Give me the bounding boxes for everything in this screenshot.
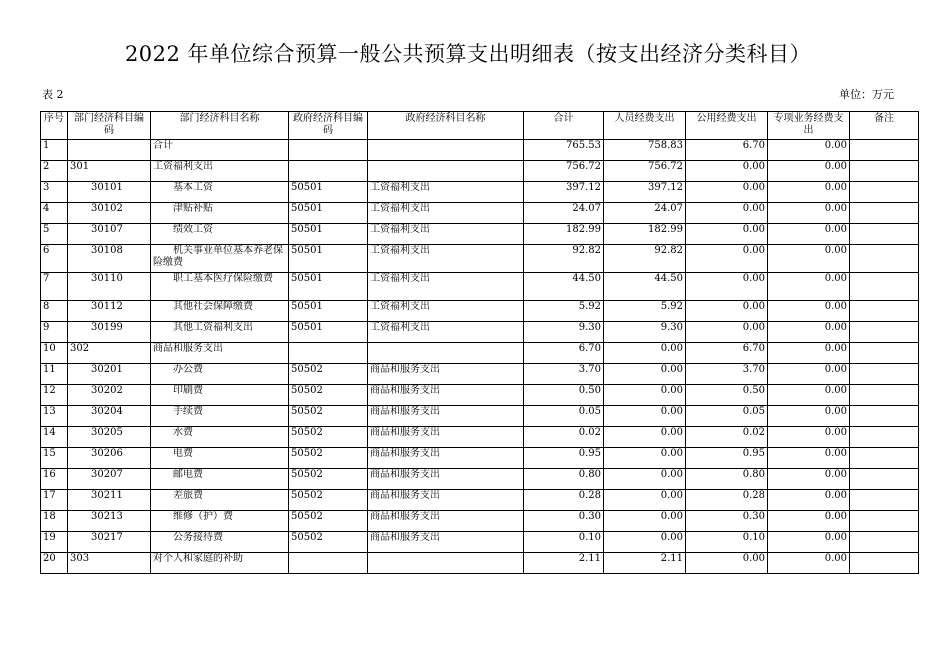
seq-cell: 14 [41,427,68,448]
note-cell [850,385,919,406]
special-cell: 0.00 [768,385,850,406]
note-cell [850,203,919,224]
special-cell: 0.00 [768,511,850,532]
dept-name-cell: 工资福利支出 [151,161,289,182]
public-cell: 0.00 [686,322,768,343]
personnel-cell: 0.00 [604,364,686,385]
table-row [41,427,919,448]
special-cell: 0.00 [768,161,850,182]
dept-name-cell: 基本工资 [151,182,289,203]
header-gov-name: 政府经济科目名称 [368,112,524,140]
note-cell [850,301,919,322]
seq-cell: 5 [41,224,68,245]
gov-name-cell [368,161,524,182]
public-cell: 6.70 [686,140,768,161]
seq-cell: 11 [41,364,68,385]
dept-code-cell: 30217 [68,532,151,553]
note-cell [850,448,919,469]
public-cell: 0.02 [686,427,768,448]
gov-code-cell: 50502 [289,448,368,469]
dept-name-cell: 办公费 [151,364,289,385]
unit-label: 单位：万元 [839,88,894,101]
dept-name-cell: 水费 [151,427,289,448]
dept-code-cell: 30207 [68,469,151,490]
gov-code-cell: 50501 [289,273,368,301]
note-cell [850,364,919,385]
seq-cell: 16 [41,469,68,490]
table-row [41,301,919,322]
gov-name-cell: 商品和服务支出 [368,448,524,469]
gov-name-cell: 商品和服务支出 [368,532,524,553]
note-cell [850,469,919,490]
special-cell: 0.00 [768,182,850,203]
public-cell: 0.00 [686,245,768,273]
dept-code-cell: 302 [68,343,151,364]
public-cell: 0.80 [686,469,768,490]
note-cell [850,182,919,203]
table-row [41,406,919,427]
seq-cell: 15 [41,448,68,469]
dept-name-cell: 维修（护）费 [151,511,289,532]
total-cell: 0.28 [524,490,604,511]
total-cell: 0.50 [524,385,604,406]
public-cell: 0.95 [686,448,768,469]
total-cell: 92.82 [524,245,604,273]
note-cell [850,553,919,574]
special-cell: 0.00 [768,532,850,553]
dept-code-cell: 30205 [68,427,151,448]
seq-cell: 9 [41,322,68,343]
public-cell: 0.50 [686,385,768,406]
personnel-cell: 92.82 [604,245,686,273]
public-cell: 0.28 [686,490,768,511]
gov-name-cell: 工资福利支出 [368,182,524,203]
special-cell: 0.00 [768,322,850,343]
note-cell [850,140,919,161]
table-header-row [41,112,919,140]
public-cell: 6.70 [686,343,768,364]
gov-code-cell: 50502 [289,490,368,511]
gov-code-cell: 50501 [289,224,368,245]
dept-code-cell: 30102 [68,203,151,224]
special-cell: 0.00 [768,140,850,161]
total-cell: 9.30 [524,322,604,343]
table-row [41,224,919,245]
header-special: 专项业务经费支出 [768,112,850,140]
table-row [41,532,919,553]
personnel-cell: 24.07 [604,203,686,224]
public-cell: 0.05 [686,406,768,427]
gov-name-cell: 商品和服务支出 [368,511,524,532]
table-row [41,385,919,406]
gov-code-cell: 50501 [289,203,368,224]
dept-code-cell: 30211 [68,490,151,511]
seq-cell: 7 [41,273,68,301]
dept-code-cell: 30202 [68,385,151,406]
dept-name-cell: 其他社会保障缴费 [151,301,289,322]
dept-code-cell: 30213 [68,511,151,532]
header-public: 公用经费支出 [686,112,768,140]
total-cell: 44.50 [524,273,604,301]
personnel-cell: 5.92 [604,301,686,322]
gov-code-cell: 50501 [289,182,368,203]
dept-name-cell: 合计 [151,140,289,161]
dept-name-cell: 电费 [151,448,289,469]
special-cell: 0.00 [768,448,850,469]
gov-code-cell: 50501 [289,322,368,343]
note-cell [850,427,919,448]
note-cell [850,406,919,427]
seq-cell: 6 [41,245,68,273]
gov-name-cell [368,343,524,364]
special-cell: 0.00 [768,406,850,427]
gov-code-cell [289,161,368,182]
note-cell [850,343,919,364]
note-cell [850,490,919,511]
dept-code-cell: 30110 [68,273,151,301]
dept-code-cell: 301 [68,161,151,182]
header-seq: 序号 [41,112,68,140]
total-cell: 24.07 [524,203,604,224]
gov-name-cell: 商品和服务支出 [368,385,524,406]
public-cell: 0.00 [686,301,768,322]
note-cell [850,511,919,532]
personnel-cell: 0.00 [604,511,686,532]
table-row [41,322,919,343]
seq-cell: 19 [41,532,68,553]
gov-name-cell [368,553,524,574]
gov-name-cell: 工资福利支出 [368,322,524,343]
public-cell: 0.00 [686,182,768,203]
seq-cell: 12 [41,385,68,406]
dept-name-cell: 绩效工资 [151,224,289,245]
public-cell: 0.30 [686,511,768,532]
special-cell: 0.00 [768,245,850,273]
dept-code-cell: 30108 [68,245,151,273]
gov-name-cell: 商品和服务支出 [368,469,524,490]
public-cell: 0.00 [686,273,768,301]
gov-name-cell: 工资福利支出 [368,245,524,273]
dept-code-cell: 30204 [68,406,151,427]
special-cell: 0.00 [768,490,850,511]
special-cell: 0.00 [768,203,850,224]
seq-cell: 13 [41,406,68,427]
table-row [41,273,919,301]
public-cell: 3.70 [686,364,768,385]
gov-code-cell [289,553,368,574]
note-cell [850,245,919,273]
public-cell: 0.10 [686,532,768,553]
dept-code-cell: 30206 [68,448,151,469]
personnel-cell: 0.00 [604,427,686,448]
gov-name-cell: 商品和服务支出 [368,490,524,511]
personnel-cell: 0.00 [604,406,686,427]
dept-name-cell: 商品和服务支出 [151,343,289,364]
special-cell: 0.00 [768,224,850,245]
special-cell: 0.00 [768,427,850,448]
seq-cell: 18 [41,511,68,532]
dept-code-cell: 30199 [68,322,151,343]
total-cell: 0.95 [524,448,604,469]
dept-name-cell: 手续费 [151,406,289,427]
gov-code-cell [289,343,368,364]
dept-code-cell [68,140,151,161]
table-row [41,182,919,203]
personnel-cell: 0.00 [604,448,686,469]
gov-name-cell: 工资福利支出 [368,273,524,301]
seq-cell: 2 [41,161,68,182]
special-cell: 0.00 [768,273,850,301]
seq-cell: 8 [41,301,68,322]
public-cell: 0.00 [686,203,768,224]
seq-cell: 10 [41,343,68,364]
personnel-cell: 0.00 [604,469,686,490]
special-cell: 0.00 [768,364,850,385]
personnel-cell: 0.00 [604,343,686,364]
table-row [41,511,919,532]
header-gov-code: 政府经济科目编码 [289,112,368,140]
dept-code-cell: 30101 [68,182,151,203]
dept-name-cell: 其他工资福利支出 [151,322,289,343]
gov-code-cell: 50501 [289,245,368,273]
gov-name-cell: 工资福利支出 [368,301,524,322]
dept-code-cell: 30112 [68,301,151,322]
table-row [41,448,919,469]
dept-code-cell: 30201 [68,364,151,385]
dept-code-cell: 303 [68,553,151,574]
gov-code-cell: 50502 [289,427,368,448]
total-cell: 0.02 [524,427,604,448]
total-cell: 0.30 [524,511,604,532]
personnel-cell: 756.72 [604,161,686,182]
gov-code-cell: 50502 [289,469,368,490]
public-cell: 0.00 [686,161,768,182]
gov-name-cell: 工资福利支出 [368,203,524,224]
personnel-cell: 44.50 [604,273,686,301]
special-cell: 0.00 [768,343,850,364]
dept-name-cell: 机关事业单位基本养老保险缴费 [151,245,289,273]
special-cell: 0.00 [768,301,850,322]
note-cell [850,161,919,182]
personnel-cell: 397.12 [604,182,686,203]
total-cell: 0.80 [524,469,604,490]
dept-name-cell: 差旅费 [151,490,289,511]
table-row [41,140,919,161]
total-cell: 765.53 [524,140,604,161]
table-number: 表 2 [42,88,64,101]
header-personnel: 人员经费支出 [604,112,686,140]
dept-name-cell: 津贴补贴 [151,203,289,224]
personnel-cell: 2.11 [604,553,686,574]
personnel-cell: 0.00 [604,532,686,553]
special-cell: 0.00 [768,553,850,574]
gov-code-cell: 50502 [289,364,368,385]
total-cell: 756.72 [524,161,604,182]
personnel-cell: 182.99 [604,224,686,245]
table-row [41,490,919,511]
gov-code-cell: 50502 [289,406,368,427]
dept-name-cell: 公务接待费 [151,532,289,553]
public-cell: 0.00 [686,553,768,574]
table-row [41,245,919,273]
gov-name-cell: 商品和服务支出 [368,427,524,448]
total-cell: 182.99 [524,224,604,245]
gov-name-cell: 工资福利支出 [368,224,524,245]
gov-code-cell: 50501 [289,301,368,322]
personnel-cell: 0.00 [604,490,686,511]
special-cell: 0.00 [768,469,850,490]
dept-name-cell: 对个人和家庭的补助 [151,553,289,574]
table-row [41,469,919,490]
table-row [41,364,919,385]
table-row [41,161,919,182]
table-row [41,343,919,364]
note-cell [850,532,919,553]
personnel-cell: 0.00 [604,385,686,406]
gov-code-cell [289,140,368,161]
header-dept-name: 部门经济科目名称 [151,112,289,140]
dept-name-cell: 邮电费 [151,469,289,490]
page-title: 2022 年单位综合预算一般公共预算支出明细表（按支出经济分类科目） [124,42,812,66]
total-cell: 5.92 [524,301,604,322]
table-row [41,203,919,224]
gov-name-cell: 商品和服务支出 [368,406,524,427]
total-cell: 3.70 [524,364,604,385]
gov-name-cell [368,140,524,161]
seq-cell: 20 [41,553,68,574]
note-cell [850,273,919,301]
dept-code-cell: 30107 [68,224,151,245]
total-cell: 2.11 [524,553,604,574]
budget-table [40,111,919,574]
total-cell: 397.12 [524,182,604,203]
note-cell [850,322,919,343]
personnel-cell: 9.30 [604,322,686,343]
header-total: 合计 [524,112,604,140]
gov-code-cell: 50502 [289,511,368,532]
note-cell [850,224,919,245]
gov-name-cell: 商品和服务支出 [368,364,524,385]
gov-code-cell: 50502 [289,532,368,553]
seq-cell: 17 [41,490,68,511]
seq-cell: 4 [41,203,68,224]
personnel-cell: 758.83 [604,140,686,161]
gov-code-cell: 50502 [289,385,368,406]
total-cell: 0.05 [524,406,604,427]
total-cell: 0.10 [524,532,604,553]
seq-cell: 3 [41,182,68,203]
seq-cell: 1 [41,140,68,161]
header-dept-code: 部门经济科目编码 [68,112,151,140]
total-cell: 6.70 [524,343,604,364]
dept-name-cell: 印刷费 [151,385,289,406]
table-row [41,553,919,574]
header-note: 备注 [850,112,919,140]
public-cell: 0.00 [686,224,768,245]
dept-name-cell: 职工基本医疗保险缴费 [151,273,289,301]
